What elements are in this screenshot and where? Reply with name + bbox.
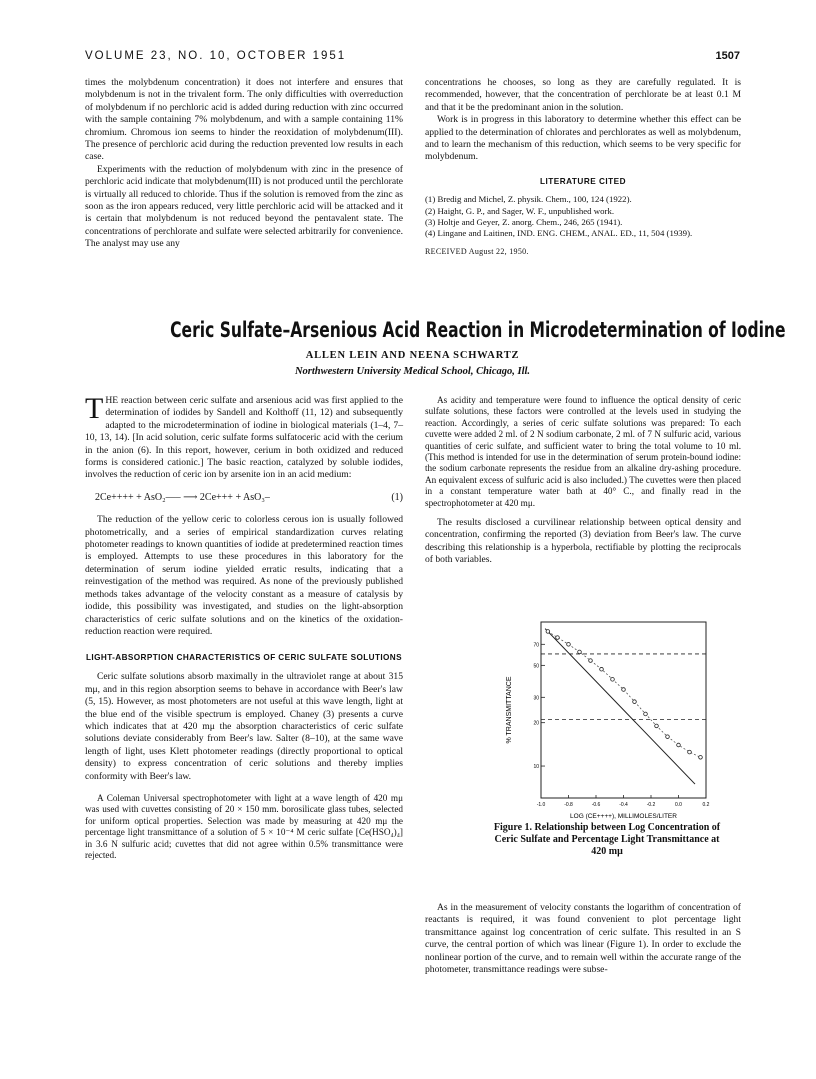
x-tick-label: -0.4 — [619, 802, 628, 808]
data-point — [622, 688, 626, 692]
running-head — [85, 50, 740, 68]
reference-item: (3) Holtje and Geyer, Z. anorg. Chem., 246, 265 (1941). — [425, 217, 623, 228]
figure-caption — [492, 822, 722, 859]
data-point — [655, 724, 659, 728]
reference-item: (4) Lingane and Laitinen, IND. ENG. CHEM., ANAL. ED., 11, 504 (1939). — [425, 228, 693, 239]
previous-article-right-column — [425, 77, 741, 258]
received-date: RECEIVED August 22, 1950. — [425, 246, 529, 256]
x-tick-label: -0.2 — [646, 802, 656, 808]
equation-1 — [85, 492, 403, 504]
article-authors: ALLEN LEIN AND NEENA SCHWARTZ — [305, 350, 520, 361]
x-tick-label: -1.0 — [536, 802, 546, 808]
y-tick-label: 70 — [533, 642, 539, 649]
data-point — [677, 743, 681, 747]
data-point — [578, 650, 582, 654]
x-tick-label: -0.6 — [591, 802, 601, 808]
x-tick-label: -0.8 — [564, 802, 573, 808]
y-tick-label: 10 — [533, 764, 539, 771]
y-tick-label: 20 — [533, 720, 539, 727]
reference-list — [425, 194, 741, 240]
prev-paragraph: Work is in progress in this laboratory to determine whether this effect can be applied to the determination of chlorates and perchlorates as well as molybdenum, and to learn the mechanism of this reduction, which seems to be very specific for molybdenum. — [425, 114, 741, 163]
article-right-column-bottom — [425, 902, 741, 976]
x-tick-label: 0.0 — [675, 802, 682, 808]
reference-item: (1) Bredig and Michel, Z. physik. Chem., 100, 124 (1922). — [425, 194, 632, 205]
data-point — [546, 630, 550, 634]
data-point — [688, 750, 692, 754]
section-heading: LIGHT-ABSORPTION CHARACTERISTICS OF CERIC SULFATE SOLUTIONS — [86, 653, 402, 663]
data-point — [666, 735, 670, 739]
page-number: 1507 — [715, 50, 740, 62]
body-paragraph: Ceric sulfate solutions absorb maximally in the ultraviolet range at about 315 mμ, and in this region absorption seems to behave in accordance with Beer's law (5, 15). However, as most photometers are not useful at this wave length, light at the blue end of the visible spectrum is employed. Chaney (3) presents a curve which indicates that at 420 mμ the absorption characteristics of ceric sulfate solutions deviate considerably from Beer's law. Salter (8–10), at the same wave length of light, uses Klett photometer readings (directly proportional to optical density) to express concentration of ceric solutions and thereby implies conformity with Beer's law. — [85, 671, 403, 782]
article-left-column — [85, 392, 403, 861]
article-title: Ceric Sulfate–Arsenious Acid Reaction in Microdetermination of Iodine — [170, 318, 786, 342]
data-point — [567, 643, 571, 647]
journal-volume: VOLUME 23, NO. 10, OCTOBER 1951 — [85, 50, 347, 62]
body-paragraph: The results disclosed a curvilinear relationship between optical density and concentration, confirming the reported (3) deviation from Beer's law. The curve describing this relationship is a hyperbola, rectifiable by plotting the reciprocals of both variables. — [425, 517, 741, 566]
data-point — [633, 700, 637, 704]
figure-label: Figure 1. — [493, 822, 533, 833]
previous-article-left-column — [85, 77, 403, 251]
intro-paragraph — [85, 392, 403, 482]
y-tick-label: 50 — [533, 663, 539, 670]
body-paragraph: The reduction of the yellow ceric to colorless cerous ion is usually followed photometrically, and a series of empirical standardization curves relating photometer readings to known quantities of iodide at predetermined reaction times is employed. Attempts to use these procedures in this laboratory for the determination of serum iodine yielded erratic results, indicating that a reinvestigation of the method was required. As none of the previously published methods takes advantage of the velocity constant as a measure of catalysis by iodide, this possibility was investigated, and studies on the light-absorption characteristics of ceric sulfate solutions and on the kinetics of the oxidation-reduction reaction were required. — [85, 514, 403, 637]
y-tick-label: 30 — [533, 695, 539, 702]
body-paragraph: As in the measurement of velocity constants the logarithm of concentration of reactants is required, it was found convenient to plot percentage light transmittance against log concentration of ceric sulfate. This resulted in an S curve, the central portion of which was linear (Figure 1). In order to exclude the nonlinear portion of the curve, and to remain well within the accurate range of the photometer, transmittance readings were subse- — [425, 902, 741, 976]
x-tick-label: 0.2 — [702, 802, 710, 808]
figure-1-chart — [491, 618, 721, 843]
literature-cited-heading: LITERATURE CITED — [539, 176, 627, 186]
prev-paragraph: Experiments with the reduction of molybdenum with zinc in the presence of perchloric acid indicate that molybdenum(III) is not produced until the perchlorate is virtually all reduced to chloride. Thus if the solution is removed from the zinc as soon as the iron appears reduced, very little perchloric acid will be attacked and it is certain that molybdenum is not reduced beyond the pentavalent state. The concentrations of perchlorate and sulfate were selected arbitrarily for convenience. The analyst may use any — [85, 163, 403, 250]
prev-paragraph: times the molybdenum concentration) it does not interfere and ensures that molybdenum is not in the trivalent form. The only difficulties with overreduction of molybdenum if no perchloric acid is added during reduction with zinc occurred with the sample containing 7% molybdenum, and with a sample containing 11% chromium. Chromous ion seems to hinder the reoxidation of molybdenum(III). The presence of perchloric acid during the reduction prevented low results in each case. — [85, 77, 403, 163]
prev-paragraph: concentrations he chooses, so long as they are carefully regulated. It is recommended, however, that the concentration of perchlorate be at least 0.1 M and that it be the predominant anion in the solution. — [425, 77, 741, 113]
data-point — [699, 756, 703, 760]
y-axis-label: % TRANSMITTANCE — [506, 676, 513, 744]
equation-number: (1) — [391, 491, 403, 503]
body-paragraph: A Coleman Universal spectrophotometer with light at a wave length of 420 mμ was used with cuvettes consisting of 20 × 150 mm. borosilicate glass tubes, selected for uniform optical properties. Selection was made by measuring at 420 mμ the percentage light transmittance of a solution of 5 × 10⁻⁴ M ceric sulfate [Ce(HSO₄)₄] in 3.6 N sulfuric acid; cuvettes that did not agree within 0.5% transmittance were rejected. — [85, 792, 403, 860]
fit-line — [545, 629, 695, 784]
data-point — [611, 678, 615, 682]
body-paragraph: As acidity and temperature were found to influence the optical density of ceric sulfate solutions, these factors were controlled at the levels used in studying the reaction. Accordingly, a series of ceric sulfate solutions was prepared: To each cuvette were added 2 ml. of 2 N sodium carbonate, 2 ml. of 7 N sulfuric acid, various quantities of ceric sulfate, and sufficient water to bring the total volume to 10 ml. (This method is intended for use in the determination of serum protein-bound iodine: the sodium carbonate represents the residue from an alkaline dry-ashing procedure. An equivalent excess of sulfuric acid is also included.) The cuvettes were then placed in a constant temperature water bath at 40° C., and finally read in the spectrophotometer at 420 mμ. — [425, 395, 741, 508]
data-point — [644, 712, 648, 716]
equation-text: 2Ce++++ + AsO₂––– ⟶ 2Ce+++ + AsO₃– — [95, 491, 270, 503]
data-point — [600, 667, 604, 671]
reference-item: (2) Haight, G. P., and Sager, W. F., unpublished work. — [425, 205, 615, 216]
data-point — [589, 659, 593, 663]
x-axis-label: LOG (CE++++), MILLIMOLES/LITER — [570, 813, 677, 820]
drop-cap: T — [85, 392, 104, 425]
intro-text: HE reaction between ceric sulfate and arsenious acid was first applied to the determination of iodides by Sandell and Kolthoff (11, 12) and subsequently adapted to the microdetermination of iodine in biological materials (1–4, 7–10, 13, 14). [In acid solution, ceric sulfate forms sulfatoceric acid with the cerium in the anion (6). In this report, however, cerium in both oxidized and reduced forms is considered cationic.] The basic reaction, catalyzed by soluble iodides, involves the reduction of ceric ion by arsenite ion in an acid medium: — [85, 395, 403, 481]
article-right-column — [425, 395, 741, 567]
data-point — [556, 636, 560, 640]
article-affiliation: Northwestern University Medical School, Chicago, Ill. — [294, 366, 531, 377]
figure-caption-text: Relationship between Log Concentration of Ceric Sulfate and Percentage Light Transmittance at 420 mμ — [494, 822, 721, 858]
data-curve — [548, 631, 701, 757]
